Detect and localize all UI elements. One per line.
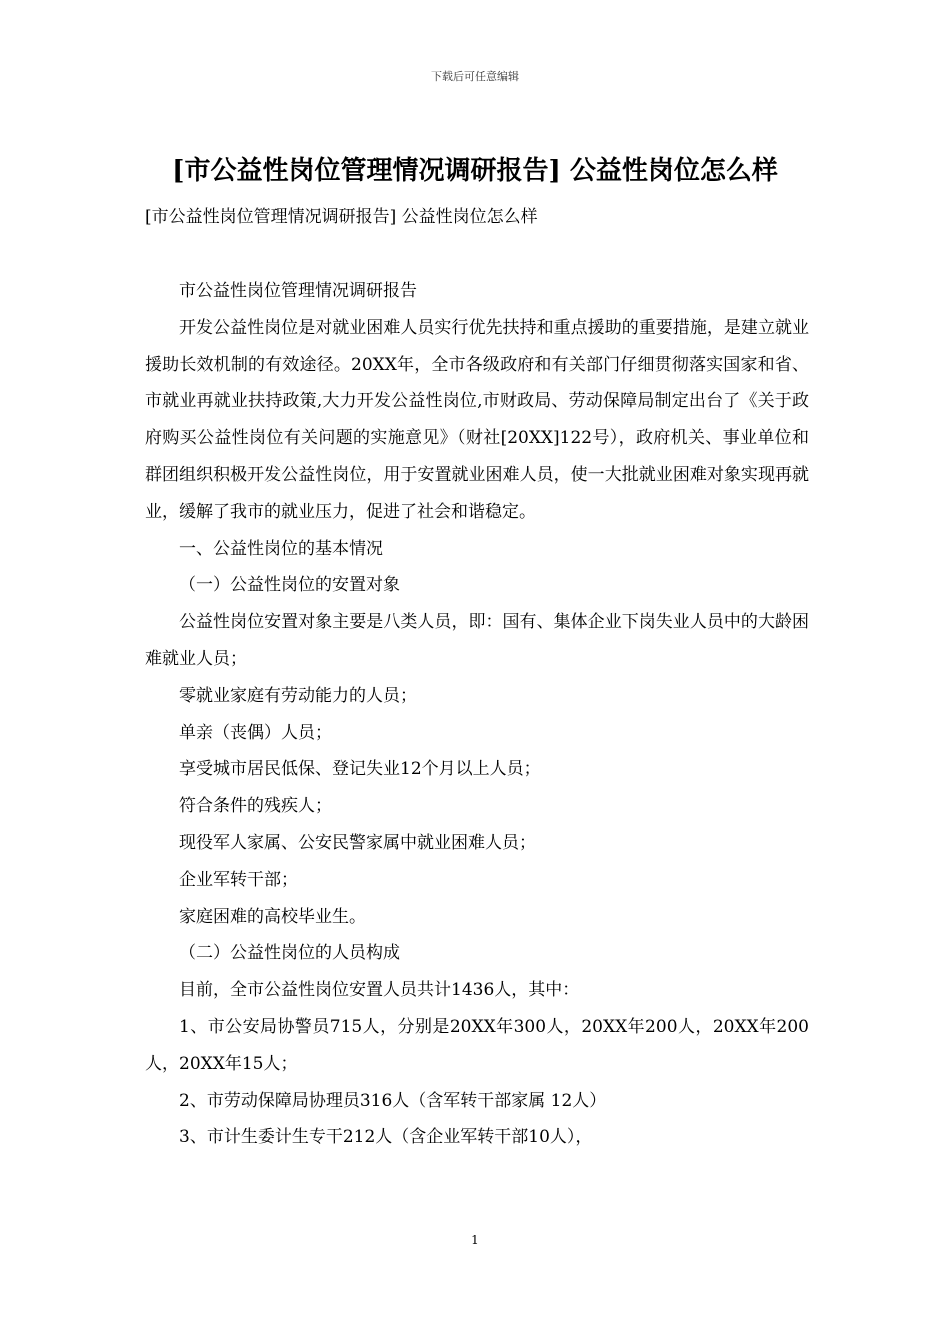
list-item: 享受城市居民低保、登记失业12个月以上人员； <box>179 759 541 780</box>
list-item: 符合条件的残疾人； <box>179 796 332 817</box>
document-title: [市公益性岗位管理情况调研报告] 公益性岗位怎么样 <box>172 156 778 186</box>
list-item: 2、市劳动保障局协理员316人（含军转干部家属 12人） <box>179 1090 607 1111</box>
list-item: 单亲（丧偶）人员； <box>179 722 332 743</box>
list-item: 3、市计生委计生专干212人（含企业军转干部10人）， <box>179 1127 593 1148</box>
list-item: 现役军人家属、公安民警家属中就业困难人员； <box>179 832 536 853</box>
list-item: 零就业家庭有劳动能力的人员； <box>179 685 417 706</box>
header-note: 下载后可任意编辑 <box>431 70 519 83</box>
list-item: 家庭困难的高校毕业生。 <box>179 906 366 927</box>
paragraph-total: 目前，全市公益性岗位安置人员共计1436人，其中： <box>179 980 580 1001</box>
document-subtitle: [市公益性岗位管理情况调研报告] 公益性岗位怎么样 <box>145 207 538 227</box>
subsection-heading-composition: （二）公益性岗位的人员构成 <box>179 943 400 964</box>
paragraph-targets: 公益性岗位安置对象主要是八类人员，即：国有、集体企业下岗失业人员中的大龄困难就业人员； <box>145 612 809 669</box>
document-body <box>145 273 809 1156</box>
paragraph-report-title: 市公益性岗位管理情况调研报告 <box>179 281 417 301</box>
section-heading-basic: 一、公益性岗位的基本情况 <box>179 538 383 559</box>
page-number: 1 <box>471 1233 479 1247</box>
paragraph-intro: 开发公益性岗位是对就业困难人员实行优先扶持和重点援助的重要措施，是建立就业援助长效机制的有效途径。20XX年，全市各级政府和有关部门仔细贯彻落实国家和省、市就业再就业扶持政策,大力开发公益性岗位,市财政局、劳动保障局制定出台了《关于政府购买公益性岗位有关问题的实施意见》（财社[20XX]122号），政府机关、事业单位和群团组织积极开发公益性岗位，用于安置就业困难人员，使一大批就业困难对象实现再就业，缓解了我市的就业压力，促进了社会和谐稳定。 <box>145 317 809 522</box>
list-item: 企业军转干部； <box>179 869 298 890</box>
subsection-heading-targets: （一）公益性岗位的安置对象 <box>179 575 400 596</box>
list-item: 1、市公安局协警员715人，分别是20XX年300人，20XX年200人，20XX年200人，20XX年15人； <box>145 1016 809 1074</box>
